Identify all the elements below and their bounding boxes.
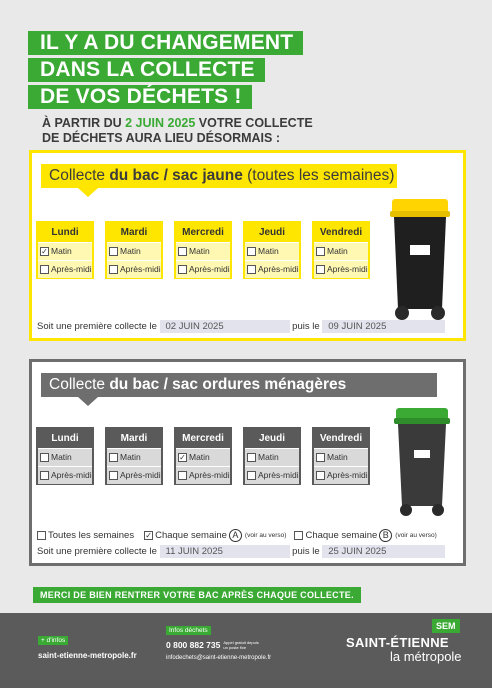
website-link[interactable]: saint-etienne-metropole.fr — [38, 651, 137, 660]
dechets-tag: Infos déchets — [166, 626, 211, 635]
option-matin[interactable] — [107, 243, 161, 260]
apres-midi-checkbox[interactable] — [40, 471, 49, 480]
matin-checkbox[interactable] — [40, 453, 49, 462]
matin-checkbox[interactable] — [109, 247, 118, 256]
matin-label: Matin — [327, 452, 348, 462]
day-name: Mercredi — [176, 429, 230, 448]
apres-midi-label: Après-midi — [51, 470, 92, 480]
yellow-day-wednesday — [174, 221, 232, 279]
option-matin[interactable] — [176, 449, 230, 466]
apres-midi-label: Après-midi — [51, 264, 92, 274]
all-weeks-checkbox[interactable] — [37, 531, 46, 540]
bin-lid-rim — [394, 418, 450, 424]
apres-midi-label: Après-midi — [327, 470, 368, 480]
option-apres-midi[interactable] — [176, 261, 230, 278]
email-link[interactable]: infodechets@saint-etienne-metropole.fr — [166, 655, 272, 661]
matin-checkbox[interactable]: ✓ — [41, 247, 48, 256]
yellow-day-tuesday — [105, 221, 163, 279]
day-name: Mardi — [107, 429, 161, 448]
reminder-banner: MERCI DE BIEN RENTRER VOTRE BAC APRÈS CHAQUE COLLECTE. — [33, 587, 361, 603]
grey-day-friday — [312, 427, 370, 485]
option-apres-midi[interactable] — [176, 467, 230, 484]
day-name: Vendredi — [314, 223, 368, 242]
apres-midi-checkbox[interactable] — [40, 265, 49, 274]
week-b-checkbox[interactable] — [294, 531, 303, 540]
week-b-badge: B — [379, 529, 392, 542]
week-a-verso: (voir au verso) — [244, 532, 287, 539]
then-label: puis le — [292, 546, 320, 557]
week-b-verso: (voir au verso) — [395, 532, 437, 539]
grey-day-thursday — [243, 427, 301, 485]
headline-line-1: IL Y A DU CHANGEMENT — [28, 31, 303, 55]
infos-block — [38, 629, 137, 660]
matin-label: Matin — [189, 452, 210, 462]
matin-checkbox[interactable] — [247, 453, 256, 462]
first-date-field[interactable]: 11 JUIN 2025 — [160, 545, 290, 558]
grey-title-bold: du bac / sac ordures ménagères — [109, 376, 347, 393]
intro-line-2: DE DÉCHETS AURA LIEU DÉSORMAIS : — [42, 131, 280, 145]
headline-line-2: DANS LA COLLECTE — [28, 58, 265, 82]
matin-checkbox[interactable] — [178, 247, 187, 256]
option-matin[interactable] — [38, 243, 92, 260]
matin-label: Matin — [189, 246, 210, 256]
intro-prefix: À PARTIR DU — [42, 116, 126, 130]
yellow-day-friday — [312, 221, 370, 279]
apres-midi-checkbox[interactable] — [178, 265, 187, 274]
apres-midi-label: Après-midi — [258, 264, 299, 274]
option-matin[interactable] — [38, 449, 92, 466]
yellow-title-bold: du bac / sac jaune — [109, 167, 243, 184]
logo-tag: SEM — [432, 619, 460, 633]
grey-day-monday — [36, 427, 94, 485]
apres-midi-checkbox[interactable] — [178, 471, 187, 480]
day-name: Jeudi — [245, 223, 299, 242]
option-apres-midi[interactable] — [38, 261, 92, 278]
apres-midi-label: Après-midi — [189, 264, 230, 274]
yellow-title-prefix: Collecte — [49, 167, 110, 184]
day-name: Lundi — [38, 429, 92, 448]
option-apres-midi[interactable] — [107, 467, 161, 484]
week-a-badge: A — [229, 529, 242, 542]
metropole-logo — [346, 621, 462, 664]
matin-label: Matin — [120, 246, 141, 256]
headline-line-3: DE VOS DÉCHETS ! — [28, 85, 252, 109]
phone-note: Appel gratuit depuis un poste fixe — [223, 640, 259, 650]
option-matin[interactable] — [245, 243, 299, 260]
yellow-day-monday — [36, 221, 94, 279]
apres-midi-label: Après-midi — [120, 470, 161, 480]
matin-label: Matin — [120, 452, 141, 462]
bin-label — [414, 450, 430, 458]
matin-label: Matin — [258, 246, 279, 256]
option-matin[interactable] — [314, 449, 368, 466]
intro-date: 2 JUIN 2025 — [125, 116, 196, 130]
option-apres-midi[interactable] — [314, 261, 368, 278]
grey-bin-illustration — [392, 406, 452, 518]
then-label: puis le — [292, 321, 320, 332]
yellow-title-suffix: (toutes les semaines) — [242, 167, 395, 184]
first-label: Soit une première collecte le — [37, 321, 157, 332]
yellow-day-thursday — [243, 221, 301, 279]
frequency-options — [37, 529, 437, 542]
day-name: Vendredi — [314, 429, 368, 448]
option-apres-midi[interactable] — [245, 261, 299, 278]
infos-tag: + d'infos — [38, 636, 68, 645]
dechets-block — [166, 619, 271, 661]
matin-checkbox[interactable] — [109, 453, 118, 462]
option-matin[interactable] — [107, 449, 161, 466]
day-name: Jeudi — [245, 429, 299, 448]
first-label: Soit une première collecte le — [37, 546, 157, 557]
matin-checkbox[interactable] — [316, 453, 325, 462]
yellow-panel-title — [41, 164, 397, 188]
bin-wheel — [432, 504, 444, 516]
apres-midi-checkbox[interactable] — [247, 265, 256, 274]
intro-text — [42, 116, 313, 146]
matin-checkbox[interactable] — [247, 247, 256, 256]
bin-label — [410, 245, 430, 255]
week-a-checkbox[interactable]: ✓ — [145, 531, 152, 540]
option-apres-midi[interactable] — [245, 467, 299, 484]
option-matin[interactable] — [314, 243, 368, 260]
matin-label: Matin — [327, 246, 348, 256]
grey-day-tuesday — [105, 427, 163, 485]
yellow-title-pointer — [78, 188, 98, 197]
first-date-field[interactable]: 02 JUIN 2025 — [160, 320, 290, 333]
option-apres-midi[interactable] — [107, 261, 161, 278]
intro-suffix: VOTRE COLLECTE — [195, 116, 313, 130]
apres-midi-label: Après-midi — [189, 470, 230, 480]
apres-midi-checkbox[interactable] — [109, 265, 118, 274]
grey-title-pointer — [78, 397, 98, 406]
bin-wheel — [400, 504, 412, 516]
grey-bin-panel — [29, 359, 466, 566]
grey-panel-title — [41, 373, 437, 397]
all-weeks-label: Toutes les semaines — [48, 530, 135, 541]
grey-first-collection — [37, 545, 445, 558]
yellow-bin-illustration — [388, 197, 452, 323]
yellow-first-collection — [37, 320, 445, 333]
bin-body — [398, 424, 446, 506]
day-name: Mercredi — [176, 223, 230, 242]
matin-checkbox[interactable] — [316, 247, 325, 256]
bin-wheel — [395, 306, 409, 320]
day-name: Mardi — [107, 223, 161, 242]
matin-checkbox[interactable]: ✓ — [179, 453, 186, 462]
bin-wheel — [431, 306, 445, 320]
apres-midi-checkbox[interactable] — [109, 471, 118, 480]
option-apres-midi[interactable] — [314, 467, 368, 484]
apres-midi-checkbox[interactable] — [247, 471, 256, 480]
then-date-field[interactable]: 09 JUIN 2025 — [322, 320, 445, 333]
yellow-bin-panel — [29, 150, 466, 341]
bin-lid — [392, 199, 448, 213]
week-a-label: Chaque semaine — [155, 530, 227, 541]
apres-midi-label: Après-midi — [258, 470, 299, 480]
then-date-field[interactable]: 25 JUIN 2025 — [322, 545, 445, 558]
matin-label: Matin — [51, 452, 72, 462]
footer — [0, 613, 492, 688]
apres-midi-checkbox[interactable] — [316, 265, 325, 274]
bin-body — [394, 217, 446, 309]
bin-lid-rim — [390, 211, 450, 217]
grey-title-prefix: Collecte — [49, 376, 110, 393]
week-b-label: Chaque semaine — [305, 530, 378, 541]
logo-line-2: la métropole — [390, 649, 462, 664]
option-matin[interactable] — [245, 449, 299, 466]
apres-midi-label: Après-midi — [120, 264, 161, 274]
matin-label: Matin — [258, 452, 279, 462]
matin-label: Matin — [51, 246, 72, 256]
logo-line-1: SAINT-ÉTIENNE — [346, 635, 449, 650]
option-matin[interactable] — [176, 243, 230, 260]
apres-midi-label: Après-midi — [327, 264, 368, 274]
day-name: Lundi — [38, 223, 92, 242]
option-apres-midi[interactable] — [38, 467, 92, 484]
apres-midi-checkbox[interactable] — [316, 471, 325, 480]
grey-day-wednesday — [174, 427, 232, 485]
phone-number[interactable]: 0 800 882 735 — [166, 640, 221, 650]
